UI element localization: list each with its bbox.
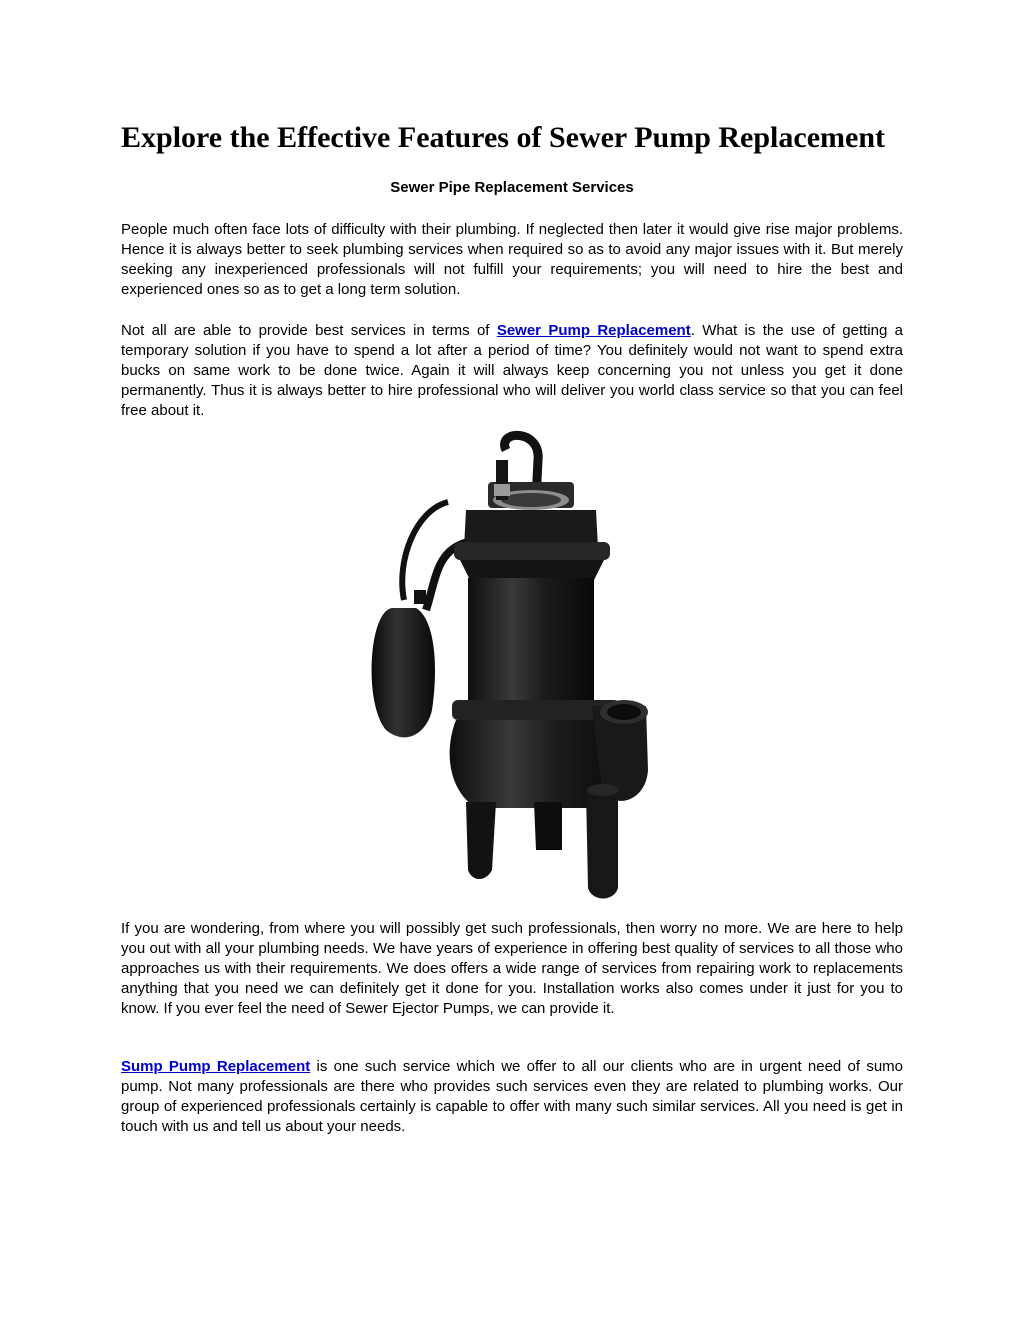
paragraph-intro: People much often face lots of difficulty with their plumbing. If neglected then later it would give rise major problems. Hence it is always better to seek plumbing services when required so as to avoid any major issues with it. But merely seeking any inexperienced professionals will not fulfill your requirements; you will need to hire the best and experienced ones so as to get a long term solution.: [121, 221, 903, 298]
paragraph-services: [121, 321, 903, 421]
paragraph-sump-pump-text: is one such service which we offer to all our clients who are in urgent need of sumo pump. Not many professionals are there who provides such services even they are related to plumbing works. Our group of experienced professionals certainly is capable to offer with many such similar services. All you need is get in touch with us and tell us about your needs.: [121, 1058, 903, 1135]
sewer-pump-replacement-link[interactable]: Sewer Pump Replacement: [496, 322, 691, 339]
paragraph-services-text-before: Not all are able to provide best services in terms of: [121, 322, 497, 339]
sewer-pump-image: [356, 430, 668, 902]
sump-pump-replacement-link[interactable]: Sump Pump Replacement: [121, 1058, 311, 1075]
page-title: Explore the Effective Features of Sewer Pump Replacement: [121, 121, 885, 154]
paragraph-services-text-after: . What is the use of getting a temporary solution if you have to spend a lot after a period of time? You definitely would not want to spend extra bucks on same work to be done twice. Again it will always keep concerning you not unless you get it done permanently. Thus it is always better to hire professional who will deliver you world class service so that you can feel free about it.: [121, 322, 903, 419]
page-subtitle: Sewer Pipe Replacement Services: [390, 179, 634, 196]
paragraph-sump-pump: [121, 1057, 903, 1137]
paragraph-professionals: If you are wondering, from where you will possibly get such professionals, then worry no more. We are here to help you out with all your plumbing needs. We have years of experience in offering best quality of services to all those who approaches us with their requirements. We does offers a wide range of services from repairing work to replacements anything that you need we can definitely get it done for you. Installation works also comes under it just for you to know. If you ever feel the need of Sewer Ejector Pumps, we can provide it.: [121, 920, 903, 1017]
